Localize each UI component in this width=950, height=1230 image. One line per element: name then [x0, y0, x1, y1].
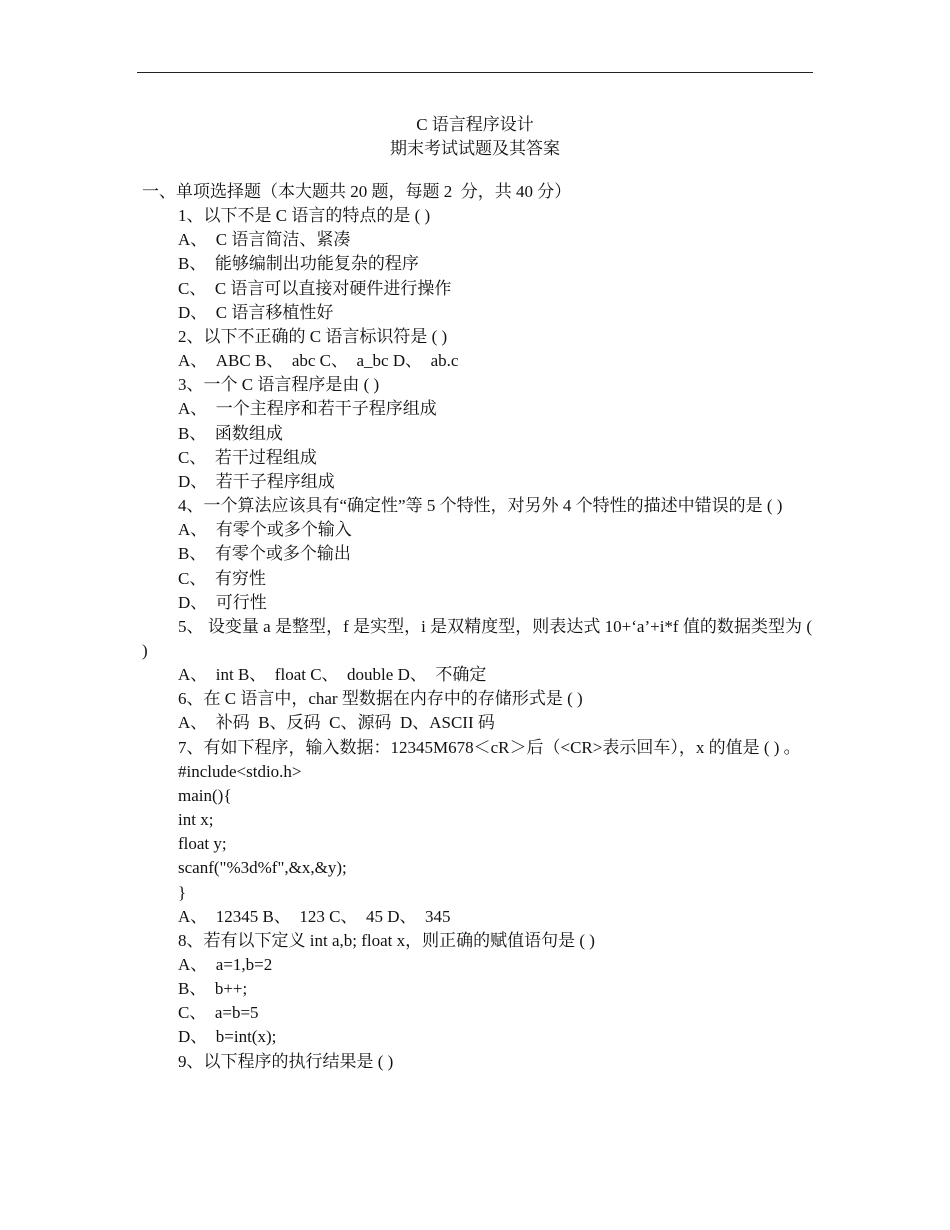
- question-8-option-c: C、 a=b=5: [178, 1003, 259, 1023]
- question-4-option-b: B、 有零个或多个输出: [178, 544, 351, 564]
- question-7-options: A、 12345 B、 123 C、 45 D、 345: [178, 906, 451, 926]
- exam-content: [142, 180, 812, 1074]
- question-3-option-a: A、 一个主程序和若干子程序组成: [178, 399, 437, 419]
- question-2-options: A、 ABC B、 abc C、 a_bc D、 ab.c: [178, 351, 459, 371]
- question-4-option-d: D、 可行性: [178, 592, 267, 612]
- question-1-option-d: D、 C 语言移植性好: [178, 302, 334, 322]
- question-8: 8、若有以下定义 int a,b; float x，则正确的赋值语句是 ( ): [178, 930, 595, 950]
- question-5-options: A、 int B、 float C、 double D、 不确定: [178, 665, 487, 685]
- doc-subtitle: 期末考试试题及其答案: [390, 139, 560, 158]
- question-1-option-c: C、 C 语言可以直接对硬件进行操作: [178, 278, 452, 298]
- section-heading: 一、单项选择题（本大题共 20 题，每题 2 分，共 40 分）: [142, 182, 572, 201]
- question-4: 4、一个算法应该具有“确定性”等 5 个特性，对另外 4 个特性的描述中错误的是 ( ): [178, 496, 783, 516]
- code-line: scanf("%3d%f",&x,&y);: [178, 858, 347, 878]
- question-2: 2、以下不正确的 C 语言标识符是 ( ): [178, 326, 448, 346]
- question-3-option-c: C、 若干过程组成: [178, 447, 317, 467]
- question-5: 5、 设变量 a 是整型，f 是实型，i 是双精度型，则表达式 10+‘a’+i*f 值的数据类型为 ( ): [142, 616, 812, 660]
- question-8-option-b: B、 b++;: [178, 979, 248, 999]
- code-line: main(){: [178, 785, 232, 805]
- question-7: 7、有如下程序，输入数据：12345M678＜cR＞后（<CR>表示回车），x 的值是 ( ) 。: [178, 737, 801, 757]
- question-4-option-c: C、 有穷性: [178, 568, 266, 588]
- question-3-option-b: B、 函数组成: [178, 423, 283, 443]
- code-line: float y;: [178, 834, 227, 854]
- question-1: 1、以下不是 C 语言的特点的是 ( ): [178, 206, 431, 226]
- question-8-option-a: A、 a=1,b=2: [178, 955, 273, 974]
- question-6-options: A、 补码 B、反码 C、源码 D、ASCII 码: [178, 713, 495, 733]
- doc-title: C 语言程序设计: [416, 115, 534, 134]
- code-line: int x;: [178, 810, 214, 830]
- question-3-option-d: D、 若干子程序组成: [178, 471, 335, 491]
- header-rule: [137, 72, 813, 73]
- question-6: 6、在 C 语言中，char 型数据在内存中的存储形式是 ( ): [178, 689, 583, 709]
- question-8-option-d: D、 b=int(x);: [178, 1027, 277, 1047]
- code-line: }: [178, 882, 187, 902]
- question-1-option-a: A、 C 语言简洁、紧凑: [178, 230, 351, 250]
- question-4-option-a: A、 有零个或多个输入: [178, 520, 352, 540]
- question-1-option-b: B、 能够编制出功能复杂的程序: [178, 254, 419, 274]
- code-line: #include<stdio.h>: [178, 761, 302, 781]
- question-9: 9、以下程序的执行结果是 ( ): [178, 1051, 394, 1071]
- question-3: 3、一个 C 语言程序是由 ( ): [178, 375, 380, 395]
